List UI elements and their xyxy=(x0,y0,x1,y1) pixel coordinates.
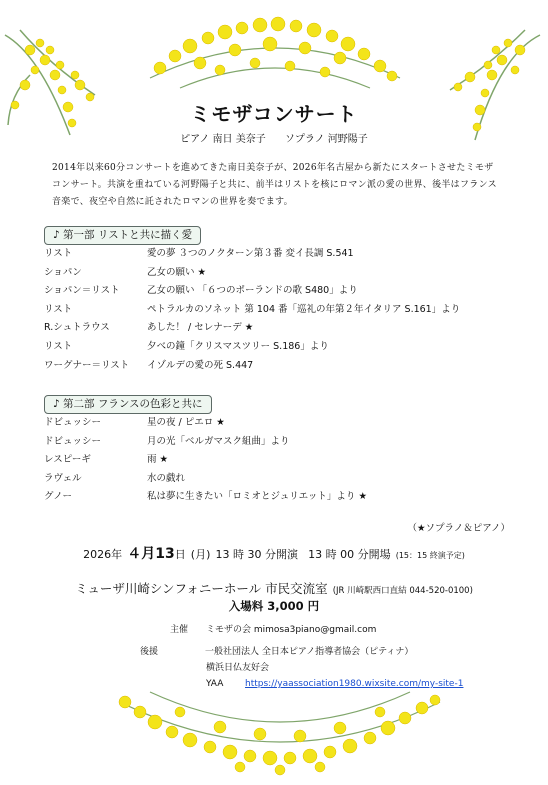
supporters-label: 後援 xyxy=(140,647,159,657)
part2-program xyxy=(44,414,514,507)
open-time: 13 時 00 分開場 xyxy=(308,548,391,561)
piece: 私は夢に生きたい「ロミオとジュリエット」より ★ xyxy=(147,491,367,503)
piece: ペトラルカのソネット 第 104 番「巡礼の年第２年イタリア S.161」より xyxy=(147,303,461,315)
piece: 乙女の願い ★ xyxy=(147,266,207,278)
soprano-name: ソプラノ 河野陽子 xyxy=(284,134,368,145)
intro-paragraph: 2014年以来60分コンサートを進めてきた南日美奈子が、2026年名古屋から新たにスタートさせたミモザコンサート。共演を重ねている河野陽子と共に、前半はリストを核にロマン派の愛の世界、後半はフランス音楽で、夜空や自然に託されたロマンの世界を奏でます。 xyxy=(52,163,497,207)
program-row xyxy=(44,264,514,283)
date-line xyxy=(0,543,548,563)
part1-heading: ♪ 第一部 リストと共に描く愛 xyxy=(44,226,201,245)
start-time: 13 時 30 分開演 xyxy=(215,548,298,561)
piece: あした！ / セレナーデ ★ xyxy=(147,322,254,334)
program-row xyxy=(44,451,514,470)
program-row xyxy=(44,319,514,338)
supporter-item: 横浜日仏友好会 xyxy=(206,663,270,673)
date-month: ４月 xyxy=(127,546,156,562)
date-year: 2026年 xyxy=(83,548,123,561)
composer: グノー xyxy=(44,491,73,503)
piece: 月の光「ベルガマスク組曲」より xyxy=(147,435,290,447)
piece: 愛の夢 ３つのノクターン第３番 変イ長調 S.541 xyxy=(147,248,354,259)
date-day-unit: 日 xyxy=(174,548,186,561)
piece: 雨 ★ xyxy=(147,454,169,466)
legend-note: （★ソプラノ＆ピアノ） xyxy=(407,523,510,534)
part2-heading: ♪ 第二部 フランスの色彩と共に xyxy=(44,395,212,414)
composer: ショパン xyxy=(44,266,82,278)
piece: イゾルデの愛の死 S.447 xyxy=(147,359,254,371)
piece: 乙女の願い 「６つのポーランドの歌 S480」より xyxy=(147,285,358,297)
date-day: 13 xyxy=(155,546,175,562)
program-row xyxy=(44,301,514,320)
program-row xyxy=(44,338,514,357)
composer: レスピーギ xyxy=(44,454,91,466)
composer: ワーグナー＝リスト xyxy=(44,359,130,371)
yaa-link[interactable]: https://yaassociation1980.wixsite.com/my-site-1 xyxy=(245,679,464,689)
venue-access: (JR 川崎駅西口直結 044-520-0100) xyxy=(332,586,473,596)
end-note: (15：15 終演予定) xyxy=(395,551,465,560)
part1-program xyxy=(44,245,514,375)
organizer-label: 主催 xyxy=(170,625,189,635)
organizer-value: ミモザの会 mimosa3piano@gmail.com xyxy=(206,625,377,635)
page-title: ミモザコンサート xyxy=(190,102,358,126)
mimosa-illustration-top-center xyxy=(140,8,410,98)
program-row xyxy=(44,433,514,452)
date-weekday: (月) xyxy=(190,548,211,561)
composer: リスト xyxy=(44,248,73,259)
composer: ドビュッシー xyxy=(44,417,102,428)
program-row xyxy=(44,414,514,433)
piece: 水の戯れ xyxy=(147,472,186,484)
program-row xyxy=(44,470,514,489)
program-row xyxy=(44,357,514,376)
mimosa-illustration-bottom xyxy=(110,682,450,777)
venue-name: ミューザ川崎シンフォニーホール 市民交流室 xyxy=(75,581,328,596)
program-row xyxy=(44,488,514,507)
yaa-label: YAA xyxy=(206,679,224,689)
composer: ラヴェル xyxy=(44,472,82,484)
supporter-item: 一般社団法人 全日本ピアノ指導者協会（ピティナ） xyxy=(205,647,414,657)
piece: 星の夜 / ピエロ ★ xyxy=(147,417,225,428)
composer: ドビュッシー xyxy=(44,435,102,447)
performers-line xyxy=(0,130,548,145)
pianist-name: ピアノ 南日 美奈子 xyxy=(180,134,266,145)
composer: リスト xyxy=(44,303,73,315)
composer: ショパン＝リスト xyxy=(44,285,120,297)
composer: リスト xyxy=(44,340,73,352)
piece: 夕べの鐘「クリスマスツリー S.186」より xyxy=(147,340,329,352)
venue-line xyxy=(0,578,548,597)
program-row xyxy=(44,245,514,264)
program-row xyxy=(44,282,514,301)
admission-fee: 入場料 3,000 円 xyxy=(228,599,320,613)
composer: R.シュトラウス xyxy=(44,322,110,334)
